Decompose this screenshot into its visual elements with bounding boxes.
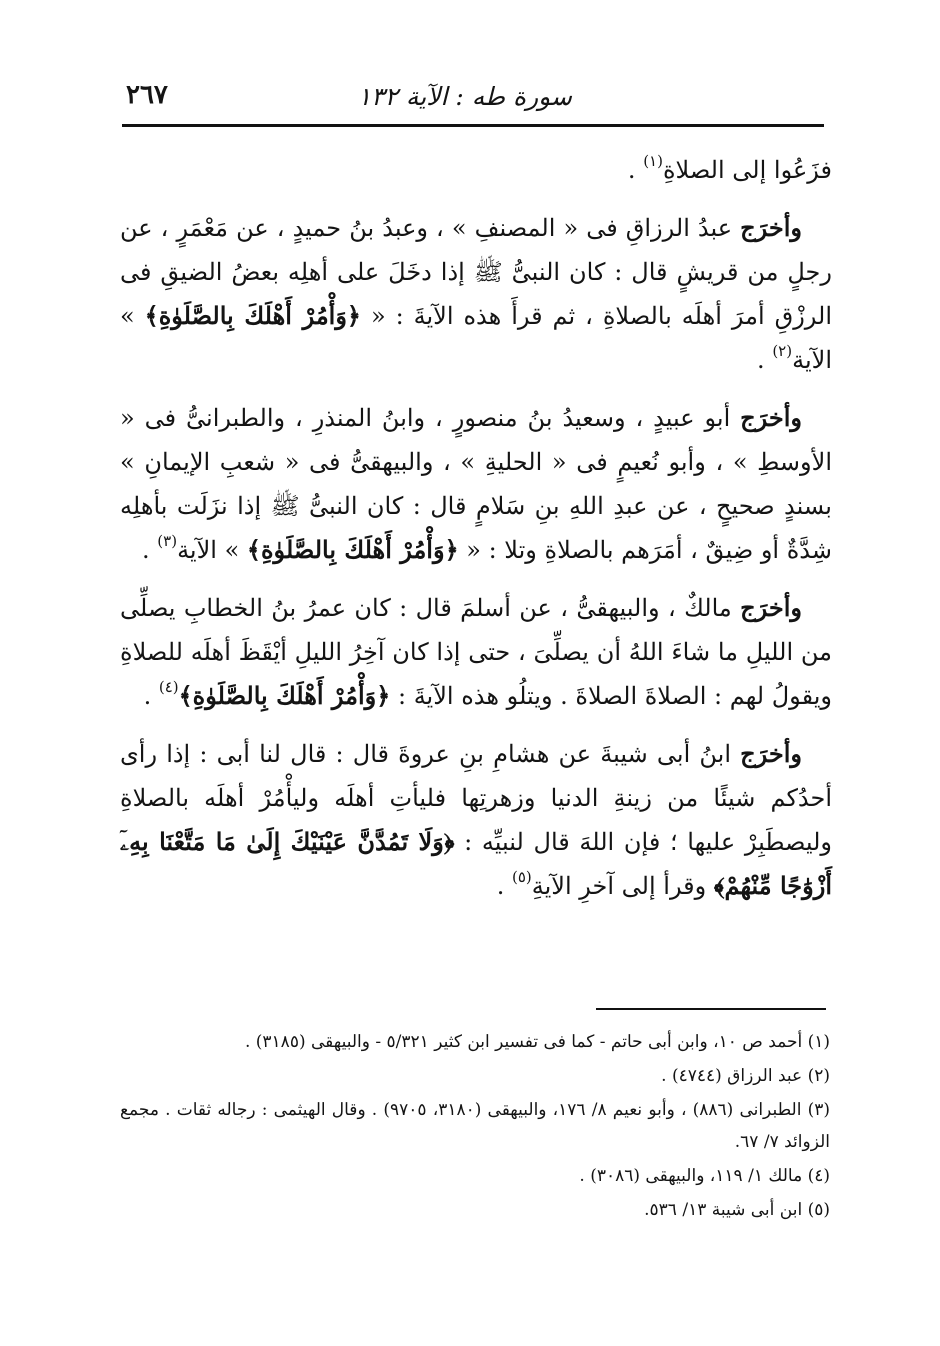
lead-word: وأخرَج <box>740 403 802 432</box>
paragraph <box>120 148 832 192</box>
footnote-item: (٣) الطبرانى (٨٨٦) ، وأبو نعيم ٨/ ١٧٦، والبيهقى (٣١٨٠، ٩٧٠٥) . وقال الهيثمى : رجاله ثقات . مجمع الزوائد ٧/ ٦٧. <box>120 1100 830 1152</box>
footnotes <box>120 1026 830 1228</box>
quran-quote: ﴿وَلَا تَمُدَّنَّ عَيْنَيْكَ إِلَىٰ مَا مَتَّعْنَا بِهِۦٓ أَزْوَٰجًا مِّنْهُمْ﴾ <box>120 827 832 900</box>
main-text <box>120 148 832 922</box>
footnote-item: (٤) مالك ١/ ١١٩، والبيهقى (٣٠٨٦) . <box>579 1166 830 1186</box>
paragraph <box>120 732 832 908</box>
running-header <box>122 78 822 118</box>
footnote-separator <box>596 1008 826 1010</box>
text-run: . <box>627 156 644 184</box>
text-run: . <box>143 682 159 710</box>
footnote-marker: (٢) <box>772 342 793 360</box>
lead-word: وأخرَج <box>740 739 802 768</box>
footnote-marker: (٤) <box>158 678 179 696</box>
text-run: ابنُ أبى شيبةَ عن هشامِ بنِ عروةَ قال : قال لنا أبى : إذا رأى أحدُكم شيئًا من زينةِ الدنيا وزهرتِها فليأتِ أهلَه وليأْمُرْ أهلَه بالصلاةِ وليصطَبِرْ عليها ؛ فإن اللهَ قال لنبيِّه : <box>120 740 832 856</box>
text-run: . <box>142 536 158 564</box>
quran-quote: ﴿وَأْمُرْ أَهْلَكَ بِالصَّلَوٰةِ﴾ <box>144 301 361 330</box>
running-header-title: سورة طه : الآية ١٣٢ <box>357 82 572 111</box>
paragraph <box>120 586 832 718</box>
lead-word: وأخرَج <box>740 593 802 622</box>
footnote-item: (١) أحمد ص ١٠، وابن أبى حاتم - كما فى تفسير ابن كثير ٥/٣٢١ - والبيهقى (٣١٨٥) . <box>244 1032 830 1052</box>
page-number: ٢٦٧ <box>126 80 168 110</box>
footnote-marker: (١) <box>643 152 663 170</box>
text-run: فزَعُوا إلى الصلاةِ <box>662 156 832 184</box>
text-run: أبو عبيدٍ ، وسعيدُ بنُ منصورٍ ، وابنُ المنذرِ ، والطبرانىُّ فى « الأوسطِ » ، وأبو نُعيمٍ فى « الحليةِ » ، والبيهقىُّ فى « شعبِ الإيمانِ » بسندٍ صحيحٍ ، عن عبدِ اللهِ بنِ سَلامٍ قال : كان النبىُّ ﷺ إذا نزَلَت بأهلِه شِدَّةٌ أو ضِيقٌ ، أمَرَهم بالصلاةِ وتلا : « <box>120 404 832 564</box>
paragraph <box>120 396 832 572</box>
header-rule <box>122 124 824 127</box>
text-run: عبدُ الرزاقِ فى « المصنفِ » ، وعبدُ بنُ حميدٍ ، عن مَعْمَرٍ ، عن رجلٍ من قريشٍ قال : كان النبىُّ ﷺ إذا دخَلَ على أهلِه بعضُ الضيقِ فى الرزْقِ أمرَ أهلَه بالصلاةِ ، ثم قرأَ هذه الآيةَ : « <box>120 214 833 330</box>
text-run: » الآية <box>177 536 247 564</box>
footnote-marker: (٥) <box>511 868 532 886</box>
text-run: وقرأ إلى آخرِ الآيةِ <box>531 872 714 900</box>
quran-quote: ﴿وَأْمُرْ أَهْلَكَ بِالصَّلَوٰةِ﴾ <box>246 535 459 564</box>
paragraph <box>120 206 832 382</box>
text-run: » الآية <box>120 302 832 374</box>
footnote-item: (٢) عبد الرزاق (٤٧٤٤) . <box>661 1066 830 1086</box>
text-run: . <box>496 872 512 900</box>
footnote-marker: (٣) <box>157 532 178 550</box>
footnote-item: (٥) ابن أبى شيبة ١٣/ ٥٣٦. <box>644 1200 830 1220</box>
quran-quote: ﴿وَأْمُرْ أَهْلَكَ بِالصَّلَوٰةِ﴾ <box>178 681 391 710</box>
text-run: مالكٌ ، والبيهقىُّ ، عن أسلمَ قال : كان عمرُ بنُ الخطابِ يصلِّى من الليلِ ما شاءَ اللهُ أن يصلِّىَ ، حتى إذا كان آخِرُ الليلِ أيْقَظَ أهلَه للصلاةِ ويقولُ لهم : الصلاةَ الصلاةَ . ويتلُو هذه الآيةَ : <box>120 594 832 710</box>
lead-word: وأخرَج <box>740 213 802 242</box>
text-run: . <box>757 346 773 374</box>
